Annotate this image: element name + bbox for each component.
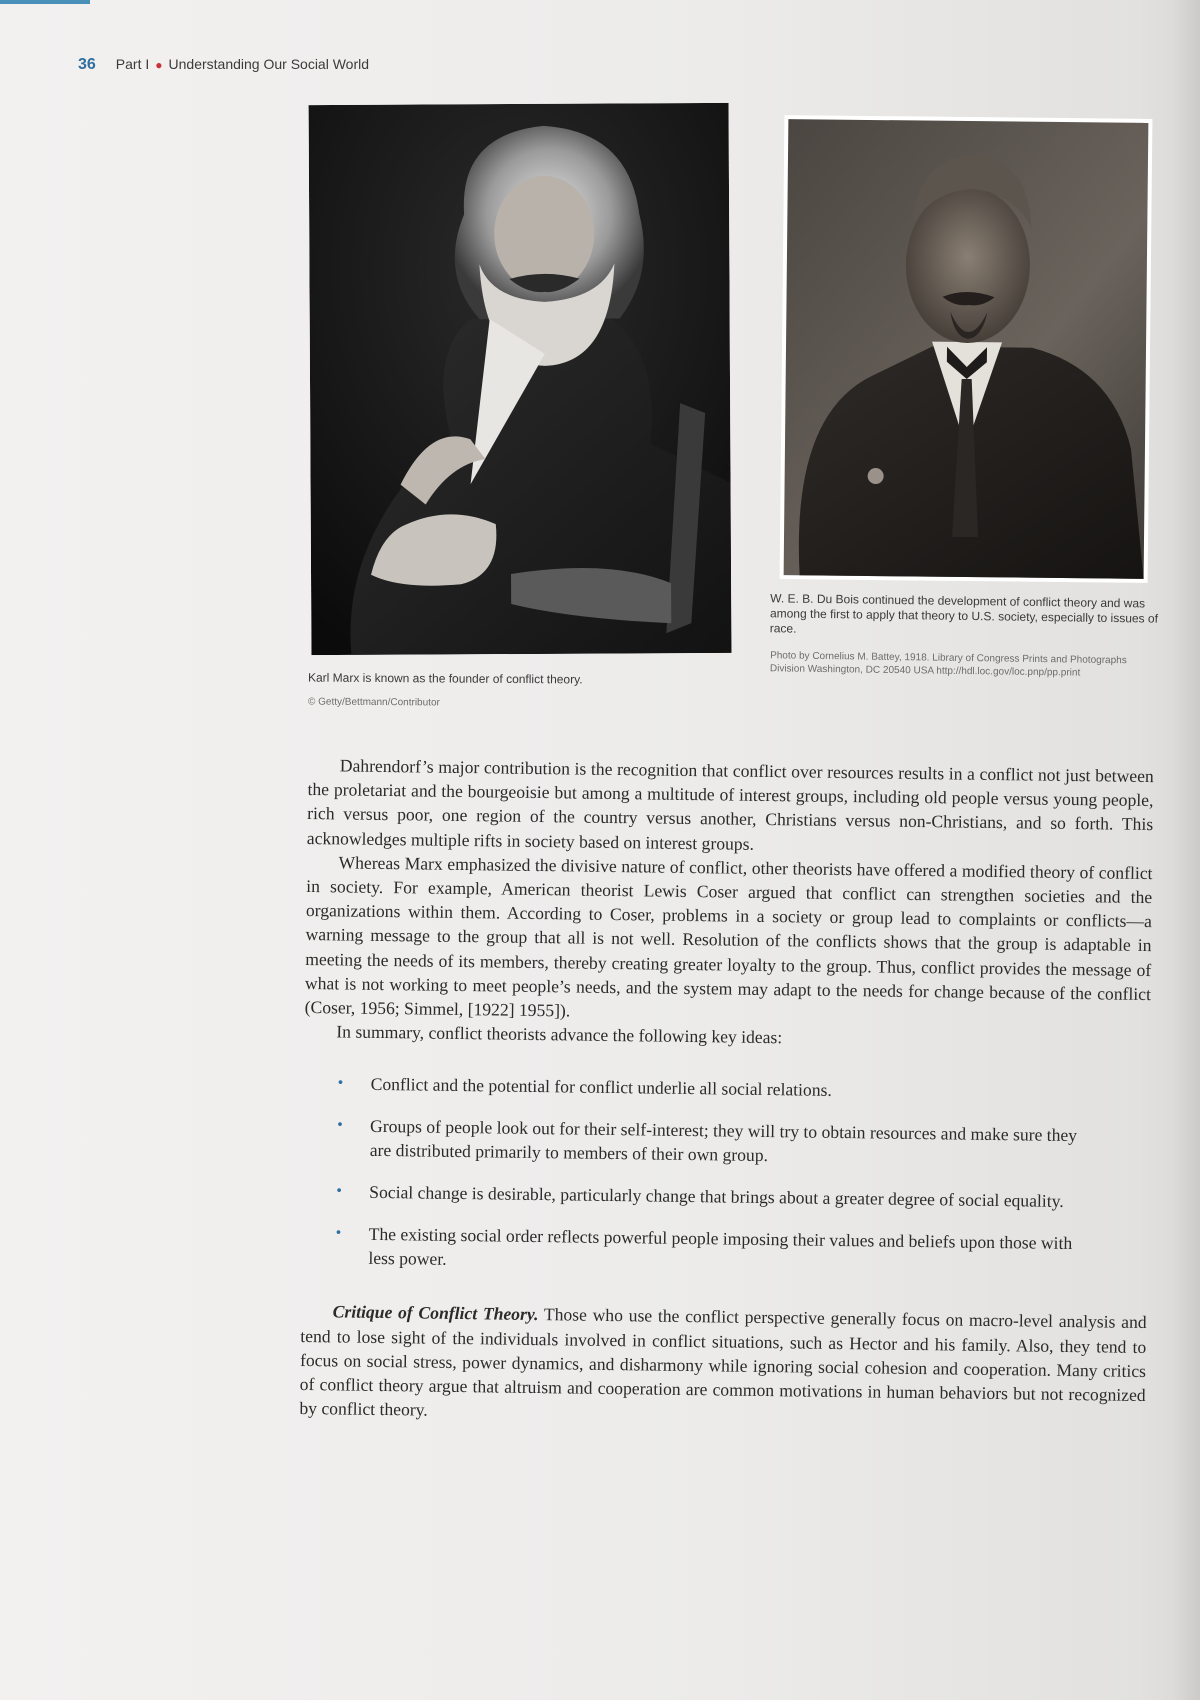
critique-text: Those who use the conflict perspective generally focus on macro-level analysis and tend to lose sight of the individuals involved in conflict situations, such as Hector and his family. Also, they tend to focus on social stress, power dynamics, and disharmony while ignoring social cohesion and cooperation. Many critics of conflict theory argue that altruism and cooperation are common motivations in human behaviors but not recognized by conflict theory. bbox=[299, 1304, 1147, 1420]
marx-photo bbox=[309, 103, 732, 655]
paragraph-critique bbox=[299, 1299, 1147, 1431]
page-gutter-shadow bbox=[1172, 0, 1200, 1700]
page-number: 36 bbox=[78, 56, 96, 73]
page-edge-mark bbox=[0, 0, 90, 4]
marx-photo-credit: © Getty/Bettmann/Contributor bbox=[307, 696, 440, 709]
marx-caption: Karl Marx is known as the founder of conflict theory. bbox=[307, 670, 583, 687]
header-bullet-icon: ● bbox=[155, 58, 163, 72]
running-header bbox=[78, 56, 369, 74]
section-title: Understanding Our Social World bbox=[168, 56, 370, 72]
paragraph-coser: Whereas Marx emphasized the divisive nature of conflict, other theorists have offered a modified theory of conflict in society. For example, American theorist Lewis Coser argued that conflict can strengthen societies and the organizations within them. According to Coser, problems in a society or group lead to complaints or conflicts—a warning message to the group that all is not well. Resolution of the conflicts shows that the group is adaptable in meeting the needs of its members, thereby creating greater loyalty to the group. Thus, conflict provides the message of what is not working to meet people’s needs, and the system may adapt to the needs for change because of the conflict (Coser, 1956; Simmel, [1922] 1955]). bbox=[304, 852, 1153, 1021]
key-idea-item: • Groups of people look out for their self-interest; they will try to obtain resources and make sure they are distributed primarily to members of their own group. bbox=[337, 1114, 1098, 1172]
key-idea-item: • Social change is desirable, particularly change that brings about a greater degree of social equality. bbox=[336, 1180, 1096, 1214]
paragraph-dahrendorf: Dahrendorf’s major contribution is the recognition that conflict over resources results in a conflict not just between the proletariat and the bourgeoisie but among a multitude of interest groups, including old people versus young people, rich versus poor, one region of the country versus another, Christians versus non-Christians, and so forth. This acknowledges multiple rifts in society based on interest groups. bbox=[306, 755, 1154, 854]
part-label: Part I bbox=[115, 56, 150, 72]
paragraph-summary-intro: In summary, conflict theorists advance the following key ideas: bbox=[336, 1021, 783, 1048]
dubois-photo bbox=[780, 115, 1153, 583]
key-idea-item: • Conflict and the potential for conflict underlie all social relations. bbox=[338, 1072, 1098, 1106]
dubois-photo-credit: Photo by Cornelius M. Battey, 1918. Library of Congress Prints and Photographs Division Washington, DC 20540 USA http://hdl.loc.gov/loc.pnp/pp.print bbox=[769, 650, 1127, 679]
key-idea-item: • The existing social order reflects powerful people imposing their values and beliefs upon those with less power. bbox=[335, 1222, 1096, 1280]
key-ideas-list bbox=[335, 1072, 1098, 1280]
body-text bbox=[299, 753, 1154, 1431]
critique-heading: Critique of Conflict Theory. bbox=[332, 1301, 539, 1325]
dubois-caption: W. E. B. Du Bois continued the development of conflict theory and was among the first to apply that theory to U.S. society, especially to issues of race. bbox=[769, 591, 1159, 636]
